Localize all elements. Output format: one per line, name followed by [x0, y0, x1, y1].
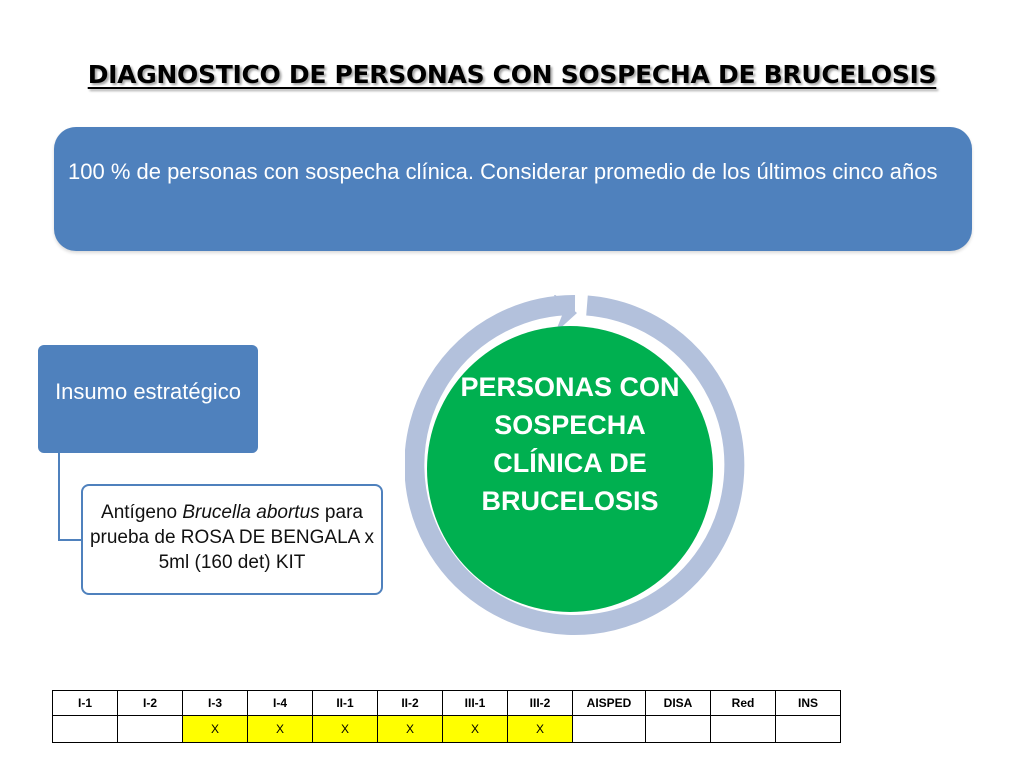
- header-cell: I-2: [118, 691, 183, 716]
- mark-cell: X: [313, 716, 378, 743]
- header-cell: INS: [776, 691, 841, 716]
- header-cell: AISPED: [573, 691, 646, 716]
- mark-cell: [573, 716, 646, 743]
- mark-cell: [776, 716, 841, 743]
- header-cell: DISA: [646, 691, 711, 716]
- page-title: DIAGNOSTICO DE PERSONAS CON SOSPECHA DE BRUCELOSIS: [87, 60, 937, 89]
- mark-cell: X: [508, 716, 573, 743]
- antigeno-box: [81, 484, 383, 595]
- antigeno-rest: para prueba de ROSA DE BENGALA x 5ml (160 det) KIT: [89, 502, 375, 573]
- insumo-box: [38, 345, 258, 453]
- criteria-banner: [54, 127, 972, 251]
- insumo-label: Insumo estratégico: [55, 379, 241, 404]
- criteria-text: 100 % de personas con sospecha clínica. Considerar promedio de los últimos cinco años: [68, 159, 938, 184]
- levels-table: [52, 690, 841, 743]
- mark-cell: [118, 716, 183, 743]
- header-row: [53, 691, 841, 716]
- header-cell: II-1: [313, 691, 378, 716]
- mark-cell: X: [183, 716, 248, 743]
- header-cell: III-1: [443, 691, 508, 716]
- mark-cell: [646, 716, 711, 743]
- mark-cell: X: [378, 716, 443, 743]
- header-cell: I-1: [53, 691, 118, 716]
- circle-label: PERSONAS CON SOSPECHA CLÍNICA DE BRUCELOSIS: [460, 372, 680, 516]
- header-cell: Red: [711, 691, 776, 716]
- header-cell: I-4: [248, 691, 313, 716]
- mark-cell: X: [443, 716, 508, 743]
- header-cell: II-2: [378, 691, 443, 716]
- mark-cell: [53, 716, 118, 743]
- marks-row: [53, 716, 841, 743]
- header-cell: I-3: [183, 691, 248, 716]
- mark-cell: [711, 716, 776, 743]
- mark-cell: X: [248, 716, 313, 743]
- antigeno-prefix: Antígeno: [101, 502, 183, 523]
- antigeno-species: Brucella abortus: [182, 502, 320, 523]
- header-cell: III-2: [508, 691, 573, 716]
